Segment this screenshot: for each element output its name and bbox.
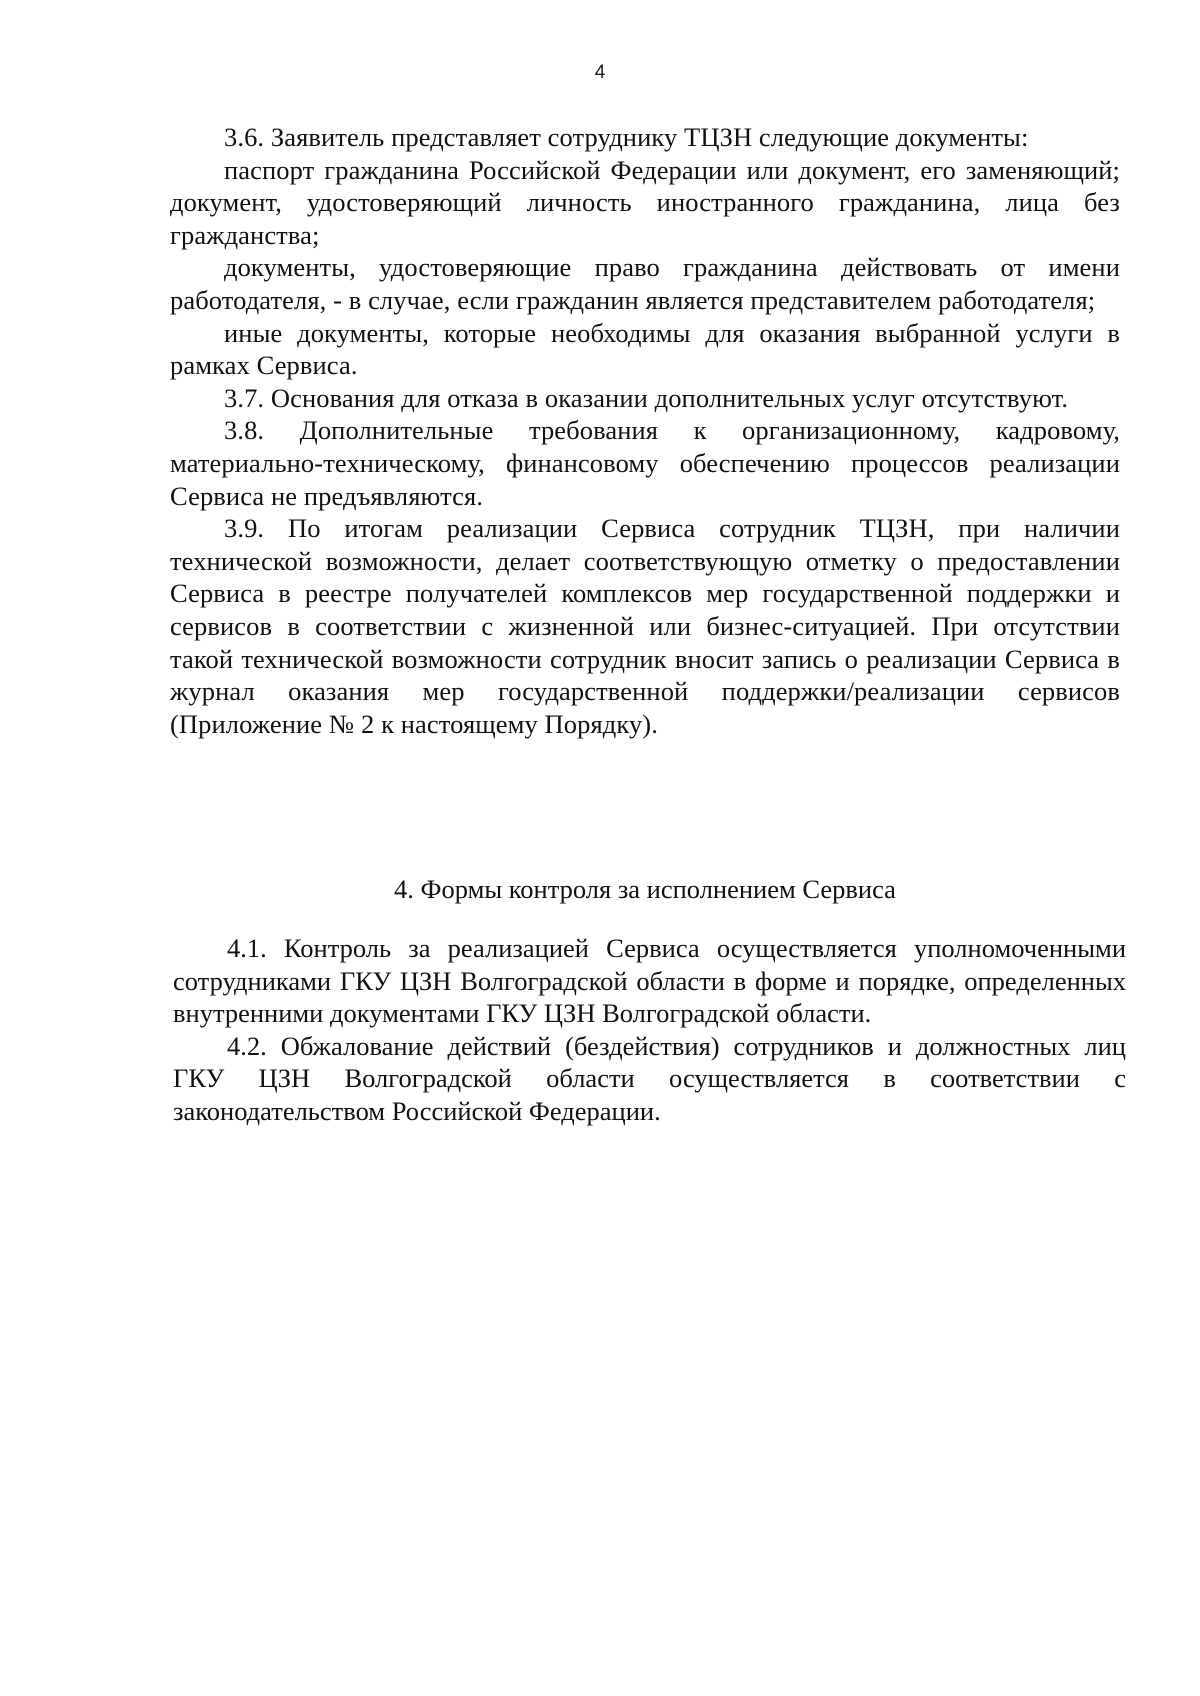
page-number: 4 [594, 62, 606, 83]
section-4-heading: 4. Формы контроля за исполнением Сервиса [394, 874, 896, 904]
section-4-body [173, 932, 1126, 1128]
paragraph-3-6-other-docs: иные документы, которые необходимы для оказания выбранной услуги в рамках Сервиса. [170, 317, 1120, 381]
paragraph-4-2: 4.2. Обжалование действий (бездействия) сотрудников и должностных лиц ГКУ ЦЗН Волгоградской области осуществляется в соответствии с законодательством Российской Федерации. [173, 1030, 1126, 1126]
paragraph-4-1: 4.1. Контроль за реализацией Сервиса осуществляется уполномоченными сотрудниками ГКУ ЦЗН Волгоградской области в форме и порядке, определенных внутренними документами ГКУ ЦЗН Волгоградской области. [173, 933, 1126, 1029]
paragraph-3-9: 3.9. По итогам реализации Сервиса сотрудник ТЦЗН, при наличии технической возможности, делает соответствующую отметку о предоставлении Сервиса в реестре получателей комплексов мер государственной поддержки и сервисов в соответствии с жизненной или бизнес-ситуацией. При отсутствии такой технической возможности сотрудник вносит запись о реализации Сервиса в журнал оказания мер государственной поддержки/реализации сервисов (Приложение № 2 к настоящему Порядку). [170, 513, 1120, 739]
section-3-body [170, 121, 1120, 740]
paragraph-3-6-passport: паспорт гражданина Российской Федерации или документ, его заменяющий; документ, удостоверяющий личность иностранного гражданина, лица без гражданства; [170, 154, 1120, 250]
paragraph-3-7: 3.7. Основания для отказа в оказании дополнительных услуг отсутствуют. [224, 382, 1069, 413]
paragraph-3-6-employer-docs: документы, удостоверяющие право гражданина действовать от имени работодателя, - в случае, если гражданин является представителем работодателя; [170, 252, 1120, 315]
paragraph-3-8: 3.8. Дополнительные требования к организационному, кадровому, материально-техническому, финансовому обеспечению процессов реализации Сервиса не предъявляются. [170, 415, 1120, 511]
paragraph-3-6: 3.6. Заявитель представляет сотруднику ТЦЗН следующие документы: [224, 122, 1029, 152]
